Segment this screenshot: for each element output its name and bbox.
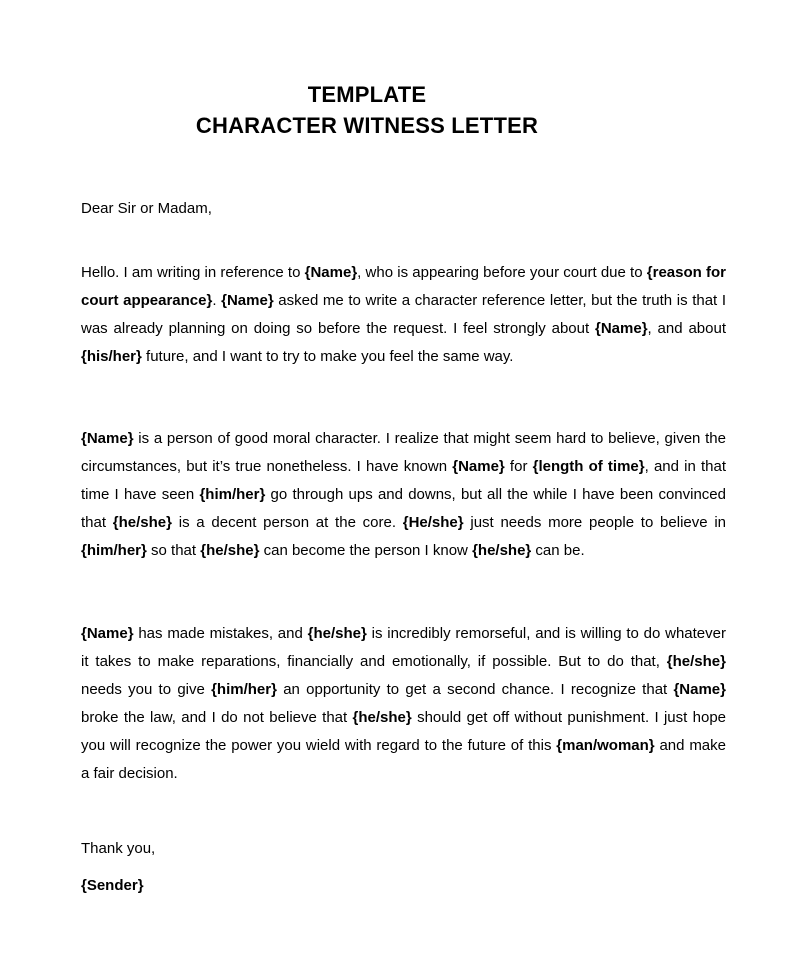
template-heading: TEMPLATE [307,82,427,107]
placeholder-field: {Name} [221,292,274,309]
paragraph-1 [81,259,726,371]
placeholder-field: {him/her} [199,486,266,503]
text-run: . [212,292,222,309]
text-run: should get off without punishment. I just hope you will recognize the power you wield with regard to the future of this [81,709,727,754]
salutation: Dear Sir or Madam, [81,200,212,217]
placeholder-field: {Name} [81,430,134,447]
placeholder-field: {Name} [595,320,648,337]
text-run: , who is appearing before your court due to [357,264,647,281]
placeholder-field: {Name} [304,264,358,281]
placeholder-field: {reason for court appearance} [81,264,726,309]
placeholder-field: {him/her} [81,542,147,559]
placeholder-field: {He/she} [402,514,464,531]
text-run: is incredibly remorseful, and is willing to do whatever it takes to make reparations, financially and emotionally, if possible. But to do that, [81,625,726,670]
text-run: can be. [531,542,585,559]
text-run: and make a fair decision. [81,737,726,782]
placeholder-field: {man/woman} [556,737,655,754]
placeholder-field: {length of time} [532,458,645,475]
text-run: so that [146,542,201,559]
text-run: for [504,458,533,475]
text-run: needs you to give [81,681,212,698]
placeholder-field: {he/she} [666,653,726,670]
text-run: broke the law, and I do not believe that [81,709,353,726]
text-run: future, and I want to try to make you feel the same way. [141,348,514,365]
letter-title: CHARACTER WITNESS LETTER [195,113,539,138]
text-run: , and in that time I have seen [81,458,726,503]
placeholder-field: {he/she} [307,625,367,642]
text-run: has made mistakes, and [133,625,308,642]
placeholder-field: {Name} [673,681,726,698]
placeholder-field: {Name} [81,625,134,642]
paragraph-2 [81,425,726,565]
placeholder-field: {he/she} [200,542,260,559]
text-run: an opportunity to get a second chance. I recognize that [276,681,674,698]
placeholder-field: {him/her} [211,681,277,698]
text-run: can become the person I know [259,542,473,559]
closing: Thank you, [81,840,156,857]
text-run: is a person of good moral character. I realize that might seem hard to believe, given the circumstances, but it’s true nonetheless. I have known [81,430,726,475]
placeholder-field: {he/she} [352,709,412,726]
placeholder-field: {he/she} [112,514,172,531]
placeholder-field: {Name} [452,458,505,475]
text-run: go through ups and downs, but all the while I have been convinced that [81,486,726,531]
placeholder-field: {he/she} [472,542,532,559]
text-run: is a decent person at the core. [171,514,403,531]
paragraph-3 [81,620,726,788]
text-run: asked me to write a character reference letter, but the truth is that I was already planning on doing so before the request. I feel strongly about [81,292,726,337]
placeholder-field: {his/her} [81,348,142,365]
text-run: Hello. I am writing in reference to [81,264,305,281]
sender-placeholder: {Sender} [81,877,144,894]
text-run: , and about [647,320,726,337]
text-run: just needs more people to believe in [463,514,727,531]
